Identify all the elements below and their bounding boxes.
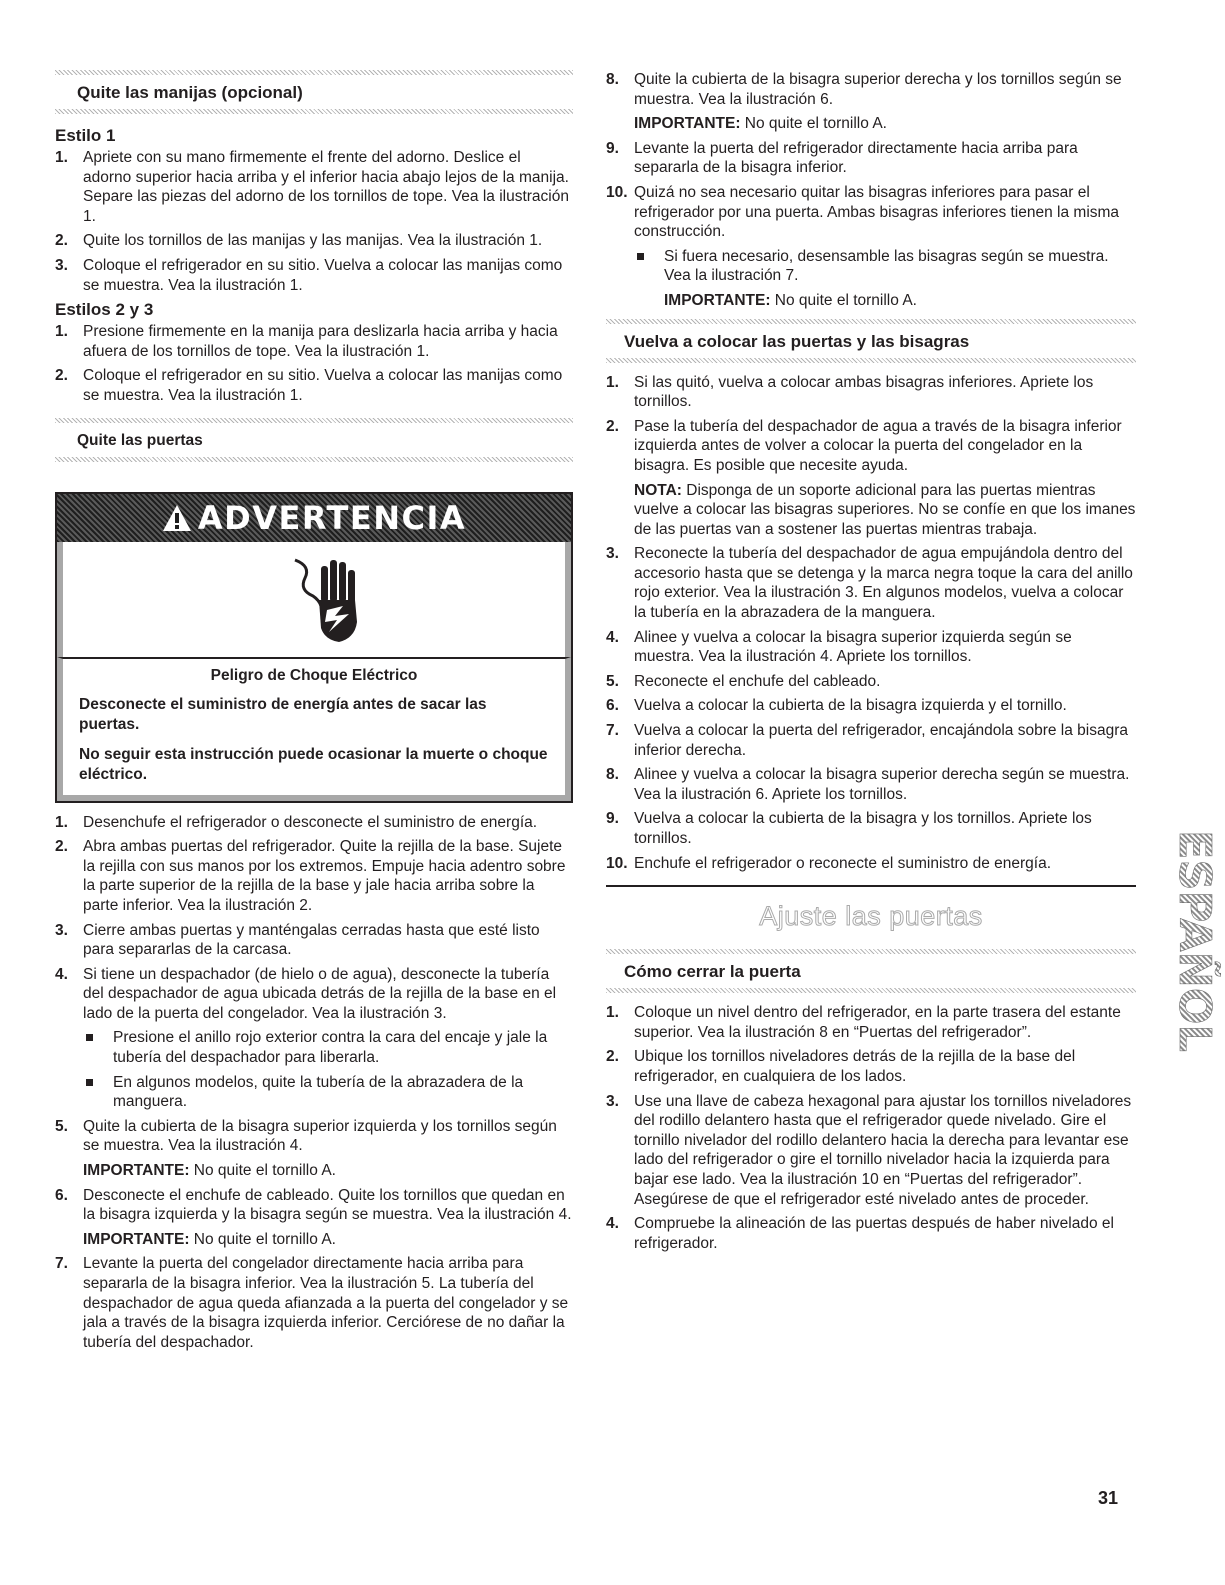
bullet-item <box>634 247 1136 311</box>
step-text: Quite los tornillos de las manijas y las manijas. Vea la ilustración 1. <box>83 232 543 250</box>
bullet-square-icon <box>86 1079 93 1086</box>
important-text: No quite el tornillo A. <box>744 115 887 133</box>
left-column <box>55 70 573 1357</box>
step-number: 6. <box>606 697 619 715</box>
list-item <box>55 1186 573 1250</box>
step-number: 9. <box>606 810 619 828</box>
list-item <box>55 965 573 1112</box>
list-item <box>606 854 1136 874</box>
adjust-doors-title: Ajuste las puertas <box>606 885 1136 939</box>
note-text: Disponga de un soporte adicional para las puertas mientras vuelve a colocar las bisagras superiores. No se confíe en que los imanes de las puertas van a sostener las puertas mientras trabaja. <box>634 481 1136 538</box>
step-number: 1. <box>606 373 619 391</box>
important-note <box>634 114 1136 134</box>
note <box>634 481 1136 540</box>
step-text: Quite la cubierta de la bisagra superior izquierda y los tornillos según se muestra. Vea la ilustración 4. <box>83 1117 557 1155</box>
list-item <box>606 721 1136 760</box>
step-text: Levante la puerta del refrigerador directamente hacia arriba para separarla de la bisagra inferior. <box>634 139 1078 177</box>
list-item <box>606 417 1136 540</box>
section-title: Vuelva a colocar las puertas y las bisagras <box>624 331 970 351</box>
important-label: IMPORTANTE: <box>634 115 741 133</box>
step-number: 4. <box>55 965 68 983</box>
step-text: Vuelva a colocar la cubierta de la bisagra izquierda y el tornillo. <box>634 697 1067 715</box>
style23-heading: Estilos 2 y 3 <box>55 300 154 320</box>
list-item <box>606 373 1136 412</box>
section-header-doors <box>55 418 573 462</box>
bullet-item <box>83 1073 573 1112</box>
step-text: Coloque el refrigerador en su sitio. Vuelva a colocar las manijas como se muestra. Vea la ilustración 1. <box>83 256 563 294</box>
page-number: 31 <box>1098 1488 1119 1508</box>
step-number: 4. <box>606 1215 619 1233</box>
note-label: NOTA: <box>634 481 682 499</box>
list-item <box>55 921 573 960</box>
warning-box <box>55 492 573 803</box>
list-item <box>55 366 573 405</box>
step-number: 10. <box>606 183 628 201</box>
step-text: Vuelva a colocar la puerta del refrigerador, encajándola sobre la bisagra inferior derecha. <box>634 722 1129 759</box>
list-item <box>55 231 573 251</box>
warning-line: Desconecte el suministro de energía antes de sacar las puertas. <box>79 695 487 733</box>
bullet-text: Si fuera necesario, desensamble las bisagras según se muestra. Vea la ilustración 7. <box>664 247 1109 285</box>
warning-art <box>57 542 571 657</box>
important-note <box>664 291 1136 311</box>
warning-title: ADVERTENCIA <box>197 498 467 537</box>
important-note <box>83 1161 573 1181</box>
step-number: 1. <box>606 1004 619 1022</box>
step-number: 2. <box>606 417 619 435</box>
step-number: 9. <box>606 139 619 157</box>
step-text: Cierre ambas puertas y manténgalas cerradas hasta que esté listo para separarlas de la carcasa. <box>83 921 540 959</box>
list-item <box>606 544 1136 622</box>
step-text: Vuelva a colocar la cubierta de la bisagra y los tornillos. Apriete los tornillos. <box>634 810 1092 847</box>
list-item <box>606 628 1136 667</box>
section-header-close <box>606 949 1136 993</box>
step-number: 2. <box>606 1048 619 1066</box>
important-text: No quite el tornillo A. <box>193 1230 336 1248</box>
warning-triangle-icon <box>162 497 192 545</box>
bullet-list <box>634 247 1136 311</box>
list-item <box>606 139 1136 178</box>
list-item <box>606 1047 1136 1086</box>
warning-header <box>57 494 571 542</box>
step-number: 3. <box>606 1092 619 1110</box>
important-text: No quite el tornillo A. <box>774 291 917 309</box>
step-text: Ubique los tornillos niveladores detrás de la rejilla de la base del refrigerador, en cualquiera de los lados. <box>634 1048 1076 1085</box>
list-item <box>55 1117 573 1181</box>
step-text: Abra ambas puertas del refrigerador. Quite la rejilla de la base. Sujete la rejilla con sus manos por los extremos. Empuje hacia adentro sobre la parte superior de la rejilla de la base y jale hacia arriba sobre la parte inferior. Vea la ilustración 2. <box>83 838 566 914</box>
step-number: 10. <box>606 854 628 872</box>
warning-title-wrap <box>162 494 466 545</box>
step-number: 8. <box>606 71 619 88</box>
step-text: Use una llave de cabeza hexagonal para ajustar los tornillos niveladores del rodillo delantero hasta que el refrigerador quede nivelado. Gire el tornillo nivelador del rodillo delantero hacia la derecha para levantar ese lado del refrigerador o gire el tornillo nivelador hacia la izquierda para bajar ese lado. Vea la ilustración 10 en “Puertas del refrigerador”. Asegúrese de que el refrigerador esté nivelado antes de proceder. <box>634 1092 1132 1208</box>
important-note <box>83 1230 573 1250</box>
step-number: 7. <box>55 1255 68 1273</box>
language-side-tab <box>1150 830 1220 1057</box>
close-steps <box>606 1003 1136 1253</box>
step-number: 4. <box>606 628 619 646</box>
section-title: Quite las puertas <box>77 431 203 449</box>
list-item <box>606 1092 1136 1210</box>
step-text: Quite la cubierta de la bisagra superior derecha y los tornillos según se muestra. Vea la ilustración 6. <box>634 71 1122 108</box>
step-text: Reconecte el enchufe del cableado. <box>634 672 881 690</box>
step-text: Si tiene un despachador (de hielo o de agua), desconecte la tubería del despachador de agua ubicada detrás de la rejilla de la base en el lado de la puerta del congelador. Vea la ilustración 3. <box>83 965 557 1022</box>
list-item <box>606 809 1136 848</box>
list-item <box>606 1003 1136 1042</box>
right-column <box>606 70 1136 1258</box>
bullet-square-icon <box>637 253 644 260</box>
step-text: Coloque el refrigerador en su sitio. Vuelva a colocar las manijas como se muestra. Vea la ilustración 1. <box>83 367 563 404</box>
warning-body <box>57 657 571 801</box>
step-text: Enchufe el refrigerador o reconecte el suministro de energía. <box>634 854 1052 872</box>
step-number: 5. <box>55 1117 68 1135</box>
step-text: Alinee y vuelva a colocar la bisagra superior izquierda según se muestra. Vea la ilustración 4. Apriete los tornillos. <box>634 628 1072 666</box>
bullet-item <box>83 1028 573 1067</box>
style1-steps <box>55 148 573 295</box>
section-title: Cómo cerrar la puerta <box>624 962 801 982</box>
step-number: 3. <box>606 545 619 563</box>
replace-steps <box>606 373 1136 874</box>
remove-steps-continued <box>606 70 1136 311</box>
warning-subtitle: Peligro de Choque Eléctrico <box>210 666 418 684</box>
step-text: Pase la tubería del despachador de agua a través de la bisagra inferior izquierda antes de volver a colocar la puerta del congelador en la bisagra. Es posible que necesite ayuda. <box>634 417 1122 474</box>
step-text: Desconecte el enchufe de cableado. Quite los tornillos que quedan en la bisagra izquierda y la bisagra según se muestra. Vea la ilustración 4. <box>83 1186 572 1224</box>
step-text: Quizá no sea necesario quitar las bisagras inferiores para pasar el refrigerador por una puerta. Ambas bisagras inferiores tienen la misma construcción. <box>634 183 1120 241</box>
shade-bar <box>55 457 573 462</box>
step-number: 7. <box>606 722 619 740</box>
step-text: Si las quitó, vuelva a colocar ambas bisagras inferiores. Apriete los tornillos. <box>634 373 1094 411</box>
step-number: 8. <box>606 766 619 784</box>
step-text: Apriete con su mano firmemente el frente del adorno. Deslice el adorno superior hacia arriba y el inferior hacia abajo lejos de la manija. Separe las piezas del adorno de los tornillos de tope. Vea la ilustración 1. <box>83 149 569 225</box>
step-number: 3. <box>55 921 68 939</box>
step-text: Levante la puerta del congelador directamente hacia arriba para separarla de la bisagra inferior. Vea la ilustración 5. La tubería del despachador de agua queda afianzada a la puerta del congelador y se jala a través de la bisagra izquierda inferior. Cerciórese de no dañar la tubería del despachador. <box>83 1255 569 1351</box>
shade-bar <box>606 358 1136 363</box>
important-label: IMPORTANTE: <box>664 291 771 309</box>
step-number: 2. <box>55 367 68 385</box>
bullet-text: En algunos modelos, quite la tubería de la abrazadera de la manguera. <box>113 1073 524 1111</box>
side-tab-label: ESPAÑOL <box>1169 830 1220 1057</box>
style23-steps <box>55 322 573 405</box>
list-item <box>606 183 1136 311</box>
electric-shock-hand-icon <box>291 552 371 647</box>
step-number: 5. <box>606 672 619 690</box>
list-item <box>55 322 573 361</box>
step-number: 1. <box>55 149 68 166</box>
shade-bar <box>606 988 1136 993</box>
step-number: 2. <box>55 838 68 856</box>
bullet-square-icon <box>86 1034 93 1041</box>
important-text: No quite el tornillo A. <box>193 1162 336 1180</box>
bullet-list <box>83 1028 573 1111</box>
list-item <box>606 672 1136 692</box>
step-number: 6. <box>55 1186 68 1204</box>
step-text: Reconecte la tubería del despachador de agua empujándola dentro del accesorio hasta que se detenga y la marca negra toque la cara del anillo rojo exterior. Vea la ilustración 3. En algunos modelos, vuelva a colocar la tubería en la abrazadera de la manguera. <box>634 545 1133 622</box>
section-header-handles <box>55 70 573 114</box>
style1-heading: Estilo 1 <box>55 126 116 145</box>
shade-bar <box>55 109 573 114</box>
step-text: Presione firmemente en la manija para deslizarla hacia arriba y hacia afuera de los tornillos de tope. Vea la ilustración 1. <box>83 323 558 360</box>
important-label: IMPORTANTE: <box>83 1230 190 1248</box>
step-number: 3. <box>55 256 68 274</box>
step-text: Desenchufe el refrigerador o desconecte el suministro de energía. <box>83 813 538 831</box>
step-text: Coloque un nivel dentro del refrigerador, en la parte trasera del estante superior. Vea la ilustración 8 en “Puertas del refrigerador”. <box>634 1004 1121 1041</box>
important-label: IMPORTANTE: <box>83 1162 190 1180</box>
door-steps <box>55 813 573 1353</box>
list-item <box>606 696 1136 716</box>
step-number: 1. <box>55 323 68 341</box>
step-number: 1. <box>55 813 68 831</box>
section-title: Quite las manijas (opcional) <box>77 83 303 102</box>
list-item <box>606 1214 1136 1253</box>
step-text: Alinee y vuelva a colocar la bisagra superior derecha según se muestra. Vea la ilustración 6. Apriete los tornillos. <box>634 766 1130 803</box>
bullet-text: Presione el anillo rojo exterior contra la cara del encaje y jale la tubería del despachador para liberarla. <box>113 1029 548 1067</box>
list-item <box>606 765 1136 804</box>
section-header-replace <box>606 319 1136 363</box>
list-item <box>55 837 573 915</box>
step-text: Compruebe la alineación de las puertas después de haber nivelado el refrigerador. <box>634 1215 1114 1252</box>
warning-line: No seguir esta instrucción puede ocasionar la muerte o choque eléctrico. <box>79 745 548 783</box>
list-item <box>55 256 573 295</box>
list-item <box>55 148 573 226</box>
step-number: 2. <box>55 232 68 250</box>
list-item <box>55 813 573 833</box>
list-item <box>606 70 1136 134</box>
list-item <box>55 1254 573 1352</box>
